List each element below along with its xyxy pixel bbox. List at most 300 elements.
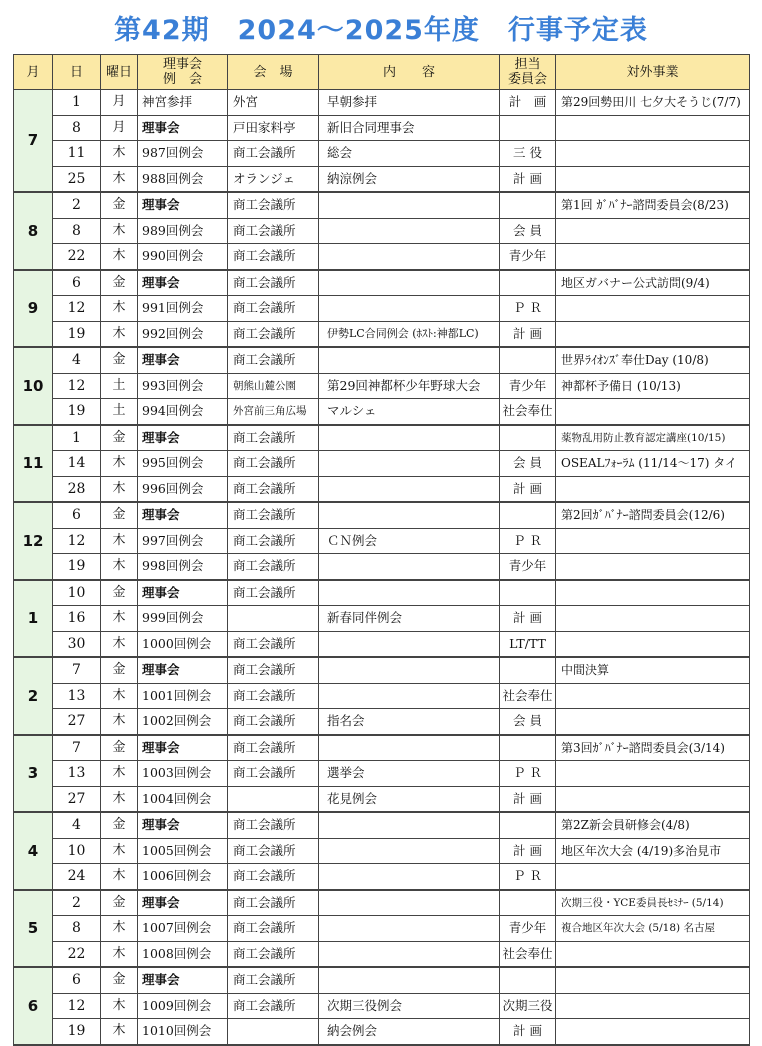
external-event-cell bbox=[556, 554, 750, 580]
venue-cell: 商工会議所 bbox=[228, 941, 319, 967]
external-event-cell bbox=[556, 528, 750, 554]
meeting-cell: 理事会 bbox=[138, 812, 228, 838]
venue-cell: オランジェ bbox=[228, 166, 319, 192]
month-cell: 11 bbox=[14, 425, 53, 503]
external-event-cell: OSEALﾌｫｰﾗﾑ (11/14～17) タイ bbox=[556, 451, 750, 477]
table-row bbox=[14, 347, 750, 373]
external-event-cell bbox=[556, 761, 750, 787]
day-cell: 8 bbox=[53, 916, 101, 942]
content-cell: 花見例会 bbox=[319, 786, 500, 812]
table-row bbox=[14, 890, 750, 916]
content-cell bbox=[319, 218, 500, 244]
meeting-cell: 理事会 bbox=[138, 890, 228, 916]
content-cell bbox=[319, 864, 500, 890]
committee-cell bbox=[500, 580, 556, 606]
weekday-cell: 木 bbox=[101, 476, 138, 502]
day-cell: 22 bbox=[53, 941, 101, 967]
committee-cell bbox=[500, 967, 556, 993]
content-cell bbox=[319, 631, 500, 657]
committee-cell bbox=[500, 192, 556, 218]
weekday-cell: 木 bbox=[101, 631, 138, 657]
table-row bbox=[14, 657, 750, 683]
external-event-cell: 地区ガバナー公式訪問(9/4) bbox=[556, 270, 750, 296]
month-cell: 4 bbox=[14, 812, 53, 890]
committee-cell: 会 員 bbox=[500, 218, 556, 244]
content-cell: 第29回神都杯少年野球大会 bbox=[319, 373, 500, 399]
meeting-cell: 1000回例会 bbox=[138, 631, 228, 657]
external-event-cell bbox=[556, 967, 750, 993]
month-cell: 12 bbox=[14, 502, 53, 580]
external-event-cell: 第29回勢田川 七夕大そうじ(7/7) bbox=[556, 90, 750, 116]
day-cell: 12 bbox=[53, 528, 101, 554]
content-cell bbox=[319, 838, 500, 864]
committee-cell bbox=[500, 735, 556, 761]
external-event-cell bbox=[556, 709, 750, 735]
venue-cell: 商工会議所 bbox=[228, 709, 319, 735]
content-cell bbox=[319, 916, 500, 942]
weekday-cell: 木 bbox=[101, 761, 138, 787]
meeting-cell: 1007回例会 bbox=[138, 916, 228, 942]
content-cell: 次期三役例会 bbox=[319, 993, 500, 1019]
month-cell: 7 bbox=[14, 90, 53, 193]
venue-cell: 商工会議所 bbox=[228, 761, 319, 787]
weekday-cell: 木 bbox=[101, 606, 138, 632]
venue-cell: 商工会議所 bbox=[228, 192, 319, 218]
content-cell bbox=[319, 735, 500, 761]
table-row bbox=[14, 373, 750, 399]
venue-cell: 商工会議所 bbox=[228, 890, 319, 916]
weekday-cell: 金 bbox=[101, 270, 138, 296]
committee-cell bbox=[500, 347, 556, 373]
content-cell bbox=[319, 296, 500, 322]
weekday-cell: 月 bbox=[101, 90, 138, 116]
table-row bbox=[14, 580, 750, 606]
meeting-cell: 1010回例会 bbox=[138, 1019, 228, 1045]
venue-cell: 商工会議所 bbox=[228, 347, 319, 373]
weekday-cell: 金 bbox=[101, 425, 138, 451]
day-cell: 19 bbox=[53, 554, 101, 580]
meeting-cell: 989回例会 bbox=[138, 218, 228, 244]
committee-cell bbox=[500, 890, 556, 916]
weekday-cell: 土 bbox=[101, 373, 138, 399]
venue-cell: 商工会議所 bbox=[228, 502, 319, 528]
day-cell: 6 bbox=[53, 967, 101, 993]
header-meeting bbox=[138, 55, 228, 90]
meeting-cell: 988回例会 bbox=[138, 166, 228, 192]
committee-cell: 計 画 bbox=[500, 1019, 556, 1045]
day-cell: 2 bbox=[53, 192, 101, 218]
venue-cell: 商工会議所 bbox=[228, 916, 319, 942]
weekday-cell: 木 bbox=[101, 864, 138, 890]
committee-cell: 会 員 bbox=[500, 451, 556, 477]
day-cell: 27 bbox=[53, 786, 101, 812]
venue-cell: 商工会議所 bbox=[228, 244, 319, 270]
day-cell: 12 bbox=[53, 296, 101, 322]
committee-cell: Ｐ Ｒ bbox=[500, 528, 556, 554]
committee-cell bbox=[500, 425, 556, 451]
external-event-cell: 地区年次大会 (4/19)多治見市 bbox=[556, 838, 750, 864]
day-cell: 28 bbox=[53, 476, 101, 502]
table-row bbox=[14, 812, 750, 838]
weekday-cell: 金 bbox=[101, 192, 138, 218]
table-row bbox=[14, 528, 750, 554]
external-event-cell: 中間決算 bbox=[556, 657, 750, 683]
venue-cell: 戸田家料亭 bbox=[228, 115, 319, 141]
external-event-cell: 世界ﾗｲｵﾝｽﾞ奉仕Day (10/8) bbox=[556, 347, 750, 373]
month-cell: 5 bbox=[14, 890, 53, 968]
day-cell: 25 bbox=[53, 166, 101, 192]
content-cell bbox=[319, 425, 500, 451]
weekday-cell: 金 bbox=[101, 890, 138, 916]
day-cell: 16 bbox=[53, 606, 101, 632]
day-cell: 6 bbox=[53, 270, 101, 296]
committee-cell: 青少年 bbox=[500, 244, 556, 270]
committee-cell: 社会奉仕 bbox=[500, 683, 556, 709]
content-cell: 新旧合同理事会 bbox=[319, 115, 500, 141]
header-committee bbox=[500, 55, 556, 90]
header-content: 内 容 bbox=[319, 55, 500, 90]
external-event-cell bbox=[556, 244, 750, 270]
committee-cell: 三 役 bbox=[500, 141, 556, 167]
venue-cell: 商工会議所 bbox=[228, 218, 319, 244]
venue-cell: 商工会議所 bbox=[228, 528, 319, 554]
weekday-cell: 木 bbox=[101, 786, 138, 812]
committee-cell: 社会奉仕 bbox=[500, 399, 556, 425]
committee-cell: Ｐ Ｒ bbox=[500, 761, 556, 787]
weekday-cell: 木 bbox=[101, 451, 138, 477]
external-event-cell bbox=[556, 683, 750, 709]
content-cell: 早朝参拝 bbox=[319, 90, 500, 116]
header-meeting-line1: 理事会 bbox=[162, 57, 202, 72]
table-row bbox=[14, 838, 750, 864]
committee-cell: 青少年 bbox=[500, 373, 556, 399]
committee-cell: 計 画 bbox=[500, 786, 556, 812]
day-cell: 4 bbox=[53, 347, 101, 373]
table-row bbox=[14, 192, 750, 218]
month-cell: 8 bbox=[14, 192, 53, 270]
external-event-cell bbox=[556, 1019, 750, 1045]
content-cell: 納涼例会 bbox=[319, 166, 500, 192]
meeting-cell: 理事会 bbox=[138, 657, 228, 683]
table-row bbox=[14, 296, 750, 322]
venue-cell: 商工会議所 bbox=[228, 270, 319, 296]
venue-cell: 商工会議所 bbox=[228, 838, 319, 864]
venue-cell: 商工会議所 bbox=[228, 296, 319, 322]
month-cell: 1 bbox=[14, 580, 53, 658]
table-row bbox=[14, 735, 750, 761]
committee-cell bbox=[500, 812, 556, 838]
weekday-cell: 土 bbox=[101, 399, 138, 425]
weekday-cell: 木 bbox=[101, 683, 138, 709]
meeting-cell: 1003回例会 bbox=[138, 761, 228, 787]
meeting-cell: 1004回例会 bbox=[138, 786, 228, 812]
table-row bbox=[14, 502, 750, 528]
meeting-cell: 996回例会 bbox=[138, 476, 228, 502]
content-cell bbox=[319, 347, 500, 373]
meeting-cell: 997回例会 bbox=[138, 528, 228, 554]
day-cell: 12 bbox=[53, 993, 101, 1019]
day-cell: 19 bbox=[53, 1019, 101, 1045]
venue-cell: 朝熊山麓公園 bbox=[228, 373, 319, 399]
meeting-cell: 理事会 bbox=[138, 270, 228, 296]
month-cell: 3 bbox=[14, 735, 53, 813]
external-event-cell: 神都杯予備日 (10/13) bbox=[556, 373, 750, 399]
weekday-cell: 木 bbox=[101, 244, 138, 270]
day-cell: 10 bbox=[53, 838, 101, 864]
day-cell: 24 bbox=[53, 864, 101, 890]
content-cell: マルシェ bbox=[319, 399, 500, 425]
content-cell bbox=[319, 967, 500, 993]
day-cell: 8 bbox=[53, 218, 101, 244]
content-cell bbox=[319, 890, 500, 916]
content-cell: 新春同伴例会 bbox=[319, 606, 500, 632]
meeting-cell: 1005回例会 bbox=[138, 838, 228, 864]
external-event-cell bbox=[556, 166, 750, 192]
venue-cell: 商工会議所 bbox=[228, 425, 319, 451]
day-cell: 19 bbox=[53, 399, 101, 425]
external-event-cell: 第2Z新会員研修会(4/8) bbox=[556, 812, 750, 838]
committee-cell: 計 画 bbox=[500, 90, 556, 116]
committee-cell: Ｐ Ｒ bbox=[500, 296, 556, 322]
schedule-table bbox=[13, 54, 750, 1046]
content-cell bbox=[319, 657, 500, 683]
table-row bbox=[14, 425, 750, 451]
day-cell: 4 bbox=[53, 812, 101, 838]
committee-cell bbox=[500, 115, 556, 141]
table-row bbox=[14, 916, 750, 942]
weekday-cell: 金 bbox=[101, 502, 138, 528]
day-cell: 10 bbox=[53, 580, 101, 606]
month-cell: 9 bbox=[14, 270, 53, 348]
external-event-cell bbox=[556, 141, 750, 167]
content-cell: ＣＮ例会 bbox=[319, 528, 500, 554]
committee-cell: 計 画 bbox=[500, 166, 556, 192]
table-row bbox=[14, 709, 750, 735]
day-cell: 11 bbox=[53, 141, 101, 167]
day-cell: 7 bbox=[53, 657, 101, 683]
external-event-cell bbox=[556, 993, 750, 1019]
weekday-cell: 木 bbox=[101, 166, 138, 192]
venue-cell: 商工会議所 bbox=[228, 657, 319, 683]
weekday-cell: 金 bbox=[101, 657, 138, 683]
day-cell: 2 bbox=[53, 890, 101, 916]
table-row bbox=[14, 399, 750, 425]
table-row bbox=[14, 166, 750, 192]
meeting-cell: 理事会 bbox=[138, 967, 228, 993]
venue-cell: 商工会議所 bbox=[228, 993, 319, 1019]
external-event-cell: 薬物乱用防止教育認定講座(10/15) bbox=[556, 425, 750, 451]
header-day: 日 bbox=[53, 55, 101, 90]
meeting-cell: 994回例会 bbox=[138, 399, 228, 425]
venue-cell: 商工会議所 bbox=[228, 554, 319, 580]
weekday-cell: 金 bbox=[101, 735, 138, 761]
table-row bbox=[14, 761, 750, 787]
venue-cell: 商工会議所 bbox=[228, 683, 319, 709]
meeting-cell: 995回例会 bbox=[138, 451, 228, 477]
day-cell: 1 bbox=[53, 90, 101, 116]
external-event-cell bbox=[556, 399, 750, 425]
weekday-cell: 木 bbox=[101, 941, 138, 967]
venue-cell: 外宮前三角広場 bbox=[228, 399, 319, 425]
meeting-cell: 理事会 bbox=[138, 580, 228, 606]
content-cell bbox=[319, 451, 500, 477]
committee-cell bbox=[500, 270, 556, 296]
table-row bbox=[14, 864, 750, 890]
month-cell: 10 bbox=[14, 347, 53, 425]
day-cell: 1 bbox=[53, 425, 101, 451]
meeting-cell: 999回例会 bbox=[138, 606, 228, 632]
table-row bbox=[14, 115, 750, 141]
committee-cell: 青少年 bbox=[500, 916, 556, 942]
content-cell: 総会 bbox=[319, 141, 500, 167]
weekday-cell: 金 bbox=[101, 812, 138, 838]
meeting-cell: 神宮参拝 bbox=[138, 90, 228, 116]
meeting-cell: 理事会 bbox=[138, 502, 228, 528]
table-row bbox=[14, 967, 750, 993]
day-cell: 14 bbox=[53, 451, 101, 477]
meeting-cell: 1001回例会 bbox=[138, 683, 228, 709]
table-row bbox=[14, 554, 750, 580]
meeting-cell: 1009回例会 bbox=[138, 993, 228, 1019]
table-row bbox=[14, 1019, 750, 1045]
table-header bbox=[14, 55, 750, 90]
day-cell: 13 bbox=[53, 683, 101, 709]
weekday-cell: 木 bbox=[101, 993, 138, 1019]
table-row bbox=[14, 683, 750, 709]
table-body bbox=[14, 90, 750, 1045]
committee-cell: 計 画 bbox=[500, 476, 556, 502]
weekday-cell: 木 bbox=[101, 296, 138, 322]
content-cell bbox=[319, 580, 500, 606]
weekday-cell: 月 bbox=[101, 115, 138, 141]
table-row bbox=[14, 631, 750, 657]
month-cell: 2 bbox=[14, 657, 53, 735]
content-cell: 指名会 bbox=[319, 709, 500, 735]
weekday-cell: 金 bbox=[101, 967, 138, 993]
committee-cell bbox=[500, 502, 556, 528]
page-title: 第42期 2024～2025年度 行事予定表 bbox=[114, 15, 648, 46]
venue-cell: 商工会議所 bbox=[228, 321, 319, 347]
day-cell: 8 bbox=[53, 115, 101, 141]
meeting-cell: 993回例会 bbox=[138, 373, 228, 399]
external-event-cell bbox=[556, 941, 750, 967]
external-event-cell: 第1回 ｶﾞﾊﾞﾅｰ諮問委員会(8/23) bbox=[556, 192, 750, 218]
header-meeting-line2: 例 会 bbox=[162, 72, 202, 87]
weekday-cell: 木 bbox=[101, 218, 138, 244]
day-cell: 13 bbox=[53, 761, 101, 787]
content-cell bbox=[319, 192, 500, 218]
meeting-cell: 987回例会 bbox=[138, 141, 228, 167]
external-event-cell: 次期三役・YCE委員長ｾﾐﾅｰ (5/14) bbox=[556, 890, 750, 916]
external-event-cell bbox=[556, 606, 750, 632]
day-cell: 6 bbox=[53, 502, 101, 528]
weekday-cell: 木 bbox=[101, 1019, 138, 1045]
committee-cell: LT/TT bbox=[500, 631, 556, 657]
meeting-cell: 理事会 bbox=[138, 192, 228, 218]
day-cell: 30 bbox=[53, 631, 101, 657]
table-row bbox=[14, 270, 750, 296]
venue-cell: 商工会議所 bbox=[228, 451, 319, 477]
month-cell: 6 bbox=[14, 967, 53, 1045]
table-row bbox=[14, 993, 750, 1019]
weekday-cell: 木 bbox=[101, 554, 138, 580]
weekday-cell: 木 bbox=[101, 838, 138, 864]
external-event-cell bbox=[556, 786, 750, 812]
external-event-cell bbox=[556, 115, 750, 141]
weekday-cell: 木 bbox=[101, 528, 138, 554]
venue-cell bbox=[228, 1019, 319, 1045]
table-row bbox=[14, 321, 750, 347]
meeting-cell: 1002回例会 bbox=[138, 709, 228, 735]
table-row bbox=[14, 218, 750, 244]
meeting-cell: 理事会 bbox=[138, 425, 228, 451]
venue-cell: 商工会議所 bbox=[228, 967, 319, 993]
content-cell bbox=[319, 812, 500, 838]
content-cell bbox=[319, 554, 500, 580]
venue-cell: 外宮 bbox=[228, 90, 319, 116]
venue-cell: 商工会議所 bbox=[228, 141, 319, 167]
external-event-cell bbox=[556, 631, 750, 657]
committee-cell: 社会奉仕 bbox=[500, 941, 556, 967]
meeting-cell: 1008回例会 bbox=[138, 941, 228, 967]
external-event-cell: 第2回ｶﾞﾊﾞﾅｰ諮問委員会(12/6) bbox=[556, 502, 750, 528]
content-cell bbox=[319, 476, 500, 502]
table-row bbox=[14, 606, 750, 632]
header-committee-line2: 委員会 bbox=[507, 72, 547, 87]
external-event-cell bbox=[556, 321, 750, 347]
committee-cell: 会 員 bbox=[500, 709, 556, 735]
weekday-cell: 木 bbox=[101, 916, 138, 942]
content-cell bbox=[319, 941, 500, 967]
content-cell: 伊勢LC合同例会 (ﾎｽﾄ:神都LC) bbox=[319, 321, 500, 347]
table-row bbox=[14, 476, 750, 502]
meeting-cell: 理事会 bbox=[138, 735, 228, 761]
committee-cell bbox=[500, 657, 556, 683]
meeting-cell: 1006回例会 bbox=[138, 864, 228, 890]
committee-cell: 次期三役 bbox=[500, 993, 556, 1019]
venue-cell bbox=[228, 606, 319, 632]
day-cell: 12 bbox=[53, 373, 101, 399]
venue-cell: 商工会議所 bbox=[228, 864, 319, 890]
header-month: 月 bbox=[14, 55, 53, 90]
venue-cell: 商工会議所 bbox=[228, 631, 319, 657]
committee-cell: 計 画 bbox=[500, 606, 556, 632]
header-dow: 曜日 bbox=[101, 55, 138, 90]
content-cell bbox=[319, 270, 500, 296]
venue-cell: 商工会議所 bbox=[228, 735, 319, 761]
day-cell: 22 bbox=[53, 244, 101, 270]
weekday-cell: 木 bbox=[101, 321, 138, 347]
venue-cell: 商工会議所 bbox=[228, 476, 319, 502]
content-cell: 納会例会 bbox=[319, 1019, 500, 1045]
meeting-cell: 991回例会 bbox=[138, 296, 228, 322]
table-row bbox=[14, 941, 750, 967]
meeting-cell: 998回例会 bbox=[138, 554, 228, 580]
external-event-cell: 第3回ｶﾞﾊﾞﾅｰ諮問委員会(3/14) bbox=[556, 735, 750, 761]
venue-cell bbox=[228, 786, 319, 812]
external-event-cell bbox=[556, 476, 750, 502]
external-event-cell bbox=[556, 580, 750, 606]
external-event-cell bbox=[556, 218, 750, 244]
committee-cell: Ｐ Ｒ bbox=[500, 864, 556, 890]
committee-cell: 計 画 bbox=[500, 321, 556, 347]
header-external: 対外事業 bbox=[556, 55, 750, 90]
day-cell: 27 bbox=[53, 709, 101, 735]
external-event-cell bbox=[556, 864, 750, 890]
table-row bbox=[14, 244, 750, 270]
venue-cell: 商工会議所 bbox=[228, 812, 319, 838]
meeting-cell: 理事会 bbox=[138, 115, 228, 141]
